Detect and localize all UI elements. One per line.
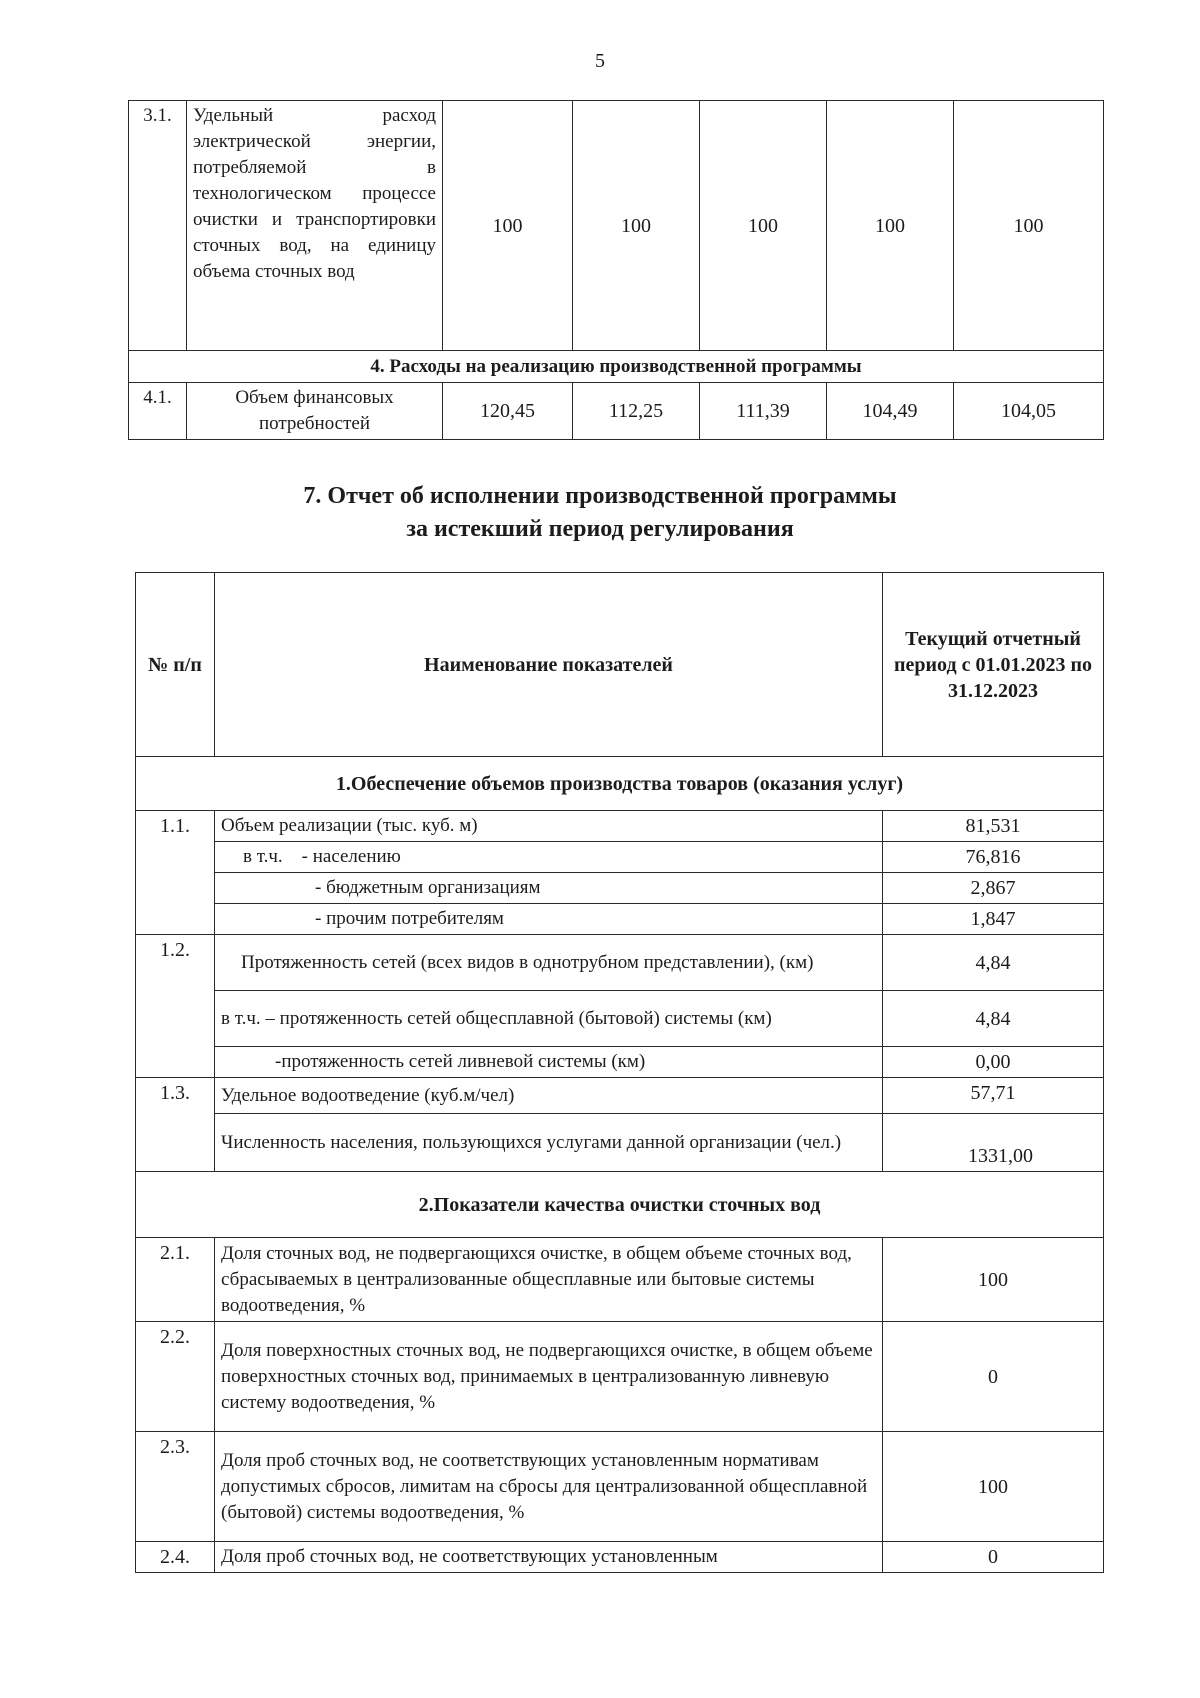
indicator-name: Протяженность сетей (всех видов в однотрубном представлении), (км) [215,935,883,991]
table-row [136,1322,1104,1432]
value-cell: 76,816 [883,842,1104,873]
table-row [136,935,1104,991]
section-subheading: за истекший период регулирования [406,516,794,542]
table-row [129,101,1104,351]
value-cell: 100 [827,101,954,351]
table-row [136,1432,1104,1542]
value-cell: 1331,00 [883,1114,1104,1172]
page-number: 5 [595,50,605,72]
section-title: 1.Обеспечение объемов производства товаров (оказания услуг) [136,757,1104,811]
header-name: Наименование показателей [215,573,883,757]
value-cell: 0 [883,1322,1104,1432]
section-row [136,757,1104,811]
table-row [136,842,1104,873]
top-table [128,100,1104,440]
value-cell: 2,867 [883,873,1104,904]
indicator-name: Удельное водоотведение (куб.м/чел) [215,1078,883,1114]
value-cell: 100 [883,1238,1104,1322]
value-cell: 100 [954,101,1104,351]
value-cell: 112,25 [573,383,700,440]
table-row [136,1047,1104,1078]
indicator-name: в т.ч. - населению [215,842,883,873]
indicator-name: Объем финансовых потребностей [187,383,443,440]
row-number: 4.1. [129,383,187,440]
row-number: 3.1. [129,101,187,351]
indicator-name: Объем реализации (тыс. куб. м) [215,811,883,842]
table-row [136,1078,1104,1114]
row-number: 1.3. [136,1078,215,1172]
indicator-name: Доля проб сточных вод, не соответствующих установленным [215,1542,883,1573]
value-cell: 0 [883,1542,1104,1573]
table-row [136,991,1104,1047]
table-row [136,811,1104,842]
section-title: 2.Показатели качества очистки сточных вод [136,1172,1104,1238]
value-cell: 4,84 [883,991,1104,1047]
value-cell: 1,847 [883,904,1104,935]
section-row [129,351,1104,383]
value-cell: 104,49 [827,383,954,440]
row-number: 2.4. [136,1542,215,1573]
value-cell: 100 [883,1432,1104,1542]
table-row [136,1114,1104,1172]
section-title: 4. Расходы на реализацию производственной программы [129,351,1104,383]
row-number: 1.1. [136,811,215,935]
row-number: 2.2. [136,1322,215,1432]
table-row [136,1238,1104,1322]
value-cell: 111,39 [700,383,827,440]
value-cell: 100 [573,101,700,351]
indicator-name: Численность населения, пользующихся услугами данной организации (чел.) [215,1114,883,1172]
value-cell: 100 [700,101,827,351]
value-cell: 120,45 [443,383,573,440]
indicator-name: Удельный расход электрической энергии, потребляемой в технологическом процессе очистки и транспортировки сточных вод, на единицу объема сточных вод [187,101,443,351]
indicator-name: Доля поверхностных сточных вод, не подвергающихся очистке, в общем объеме поверхностных сточных вод, принимаемых в централизованную ливневую систему водоотведения, % [215,1322,883,1432]
indicator-name: - бюджетным организациям [215,873,883,904]
row-number: 2.1. [136,1238,215,1322]
value-cell: 4,84 [883,935,1104,991]
header-row [136,573,1104,757]
header-number: № п/п [136,573,215,757]
value-cell: 100 [443,101,573,351]
indicator-name: -протяженность сетей ливневой системы (км) [215,1047,883,1078]
value-cell: 0,00 [883,1047,1104,1078]
value-cell: 104,05 [954,383,1104,440]
row-number: 2.3. [136,1432,215,1542]
indicator-name: Доля проб сточных вод, не соответствующих установленным нормативам допустимых сбросов, лимитам на сбросы для централизованной общесплавной (бытовой) системы водоотведения, % [215,1432,883,1542]
table-row [136,873,1104,904]
table-row [136,904,1104,935]
value-cell: 81,531 [883,811,1104,842]
indicator-name: в т.ч. – протяженность сетей общесплавной (бытовой) системы (км) [215,991,883,1047]
section-heading: 7. Отчет об исполнении производственной программы [303,483,897,509]
table-row [136,1542,1104,1573]
report-table [135,572,1104,1573]
value-cell: 57,71 [883,1078,1104,1114]
header-period: Текущий отчетный период с 01.01.2023 по 31.12.2023 [883,573,1104,757]
table-row [129,383,1104,440]
section-row [136,1172,1104,1238]
indicator-name: Доля сточных вод, не подвергающихся очистке, в общем объеме сточных вод, сбрасываемых в централизованные общесплавные или бытовые системы водоотведения, % [215,1238,883,1322]
row-number: 1.2. [136,935,215,1078]
indicator-name: - прочим потребителям [215,904,883,935]
